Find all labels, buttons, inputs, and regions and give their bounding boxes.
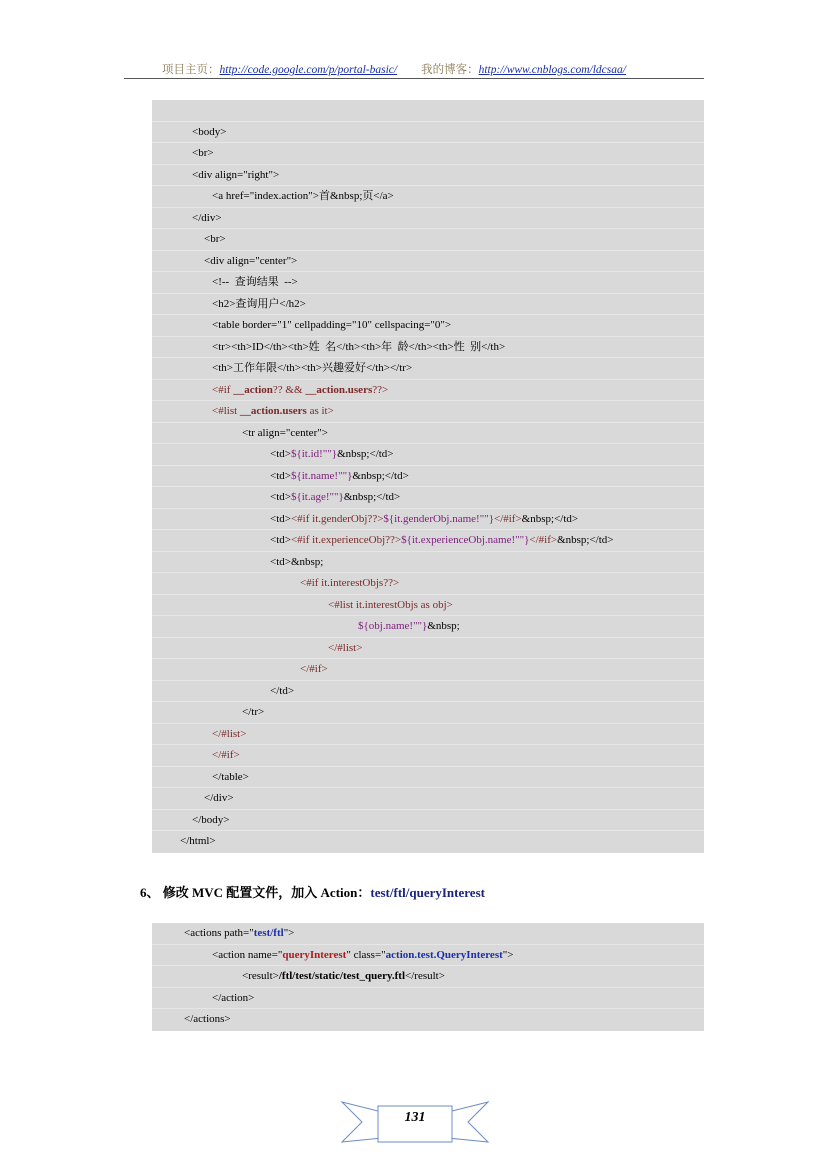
code-line: <!-- 查询结果 --> bbox=[152, 272, 704, 294]
code-line: <td>${it.age!""}&nbsp;</td> bbox=[152, 487, 704, 509]
code-line: </actions> bbox=[184, 1013, 231, 1025]
code-line bbox=[152, 100, 704, 122]
code-line: <table border="1" cellpadding="10" cellspacing="0"> bbox=[152, 315, 704, 337]
code-line: <body> bbox=[152, 122, 704, 144]
code-line: <h2>查询用户</h2> bbox=[152, 294, 704, 316]
code-line: <#if __action?? && __action.users??> bbox=[152, 380, 704, 402]
code-line: <br> bbox=[152, 229, 704, 251]
code-line: </tr> bbox=[152, 702, 704, 724]
code-line: <td>&nbsp; bbox=[152, 552, 704, 574]
section-heading-prefix: 6、 修改 MVC 配置文件，加入 Action： bbox=[140, 885, 371, 900]
section-heading bbox=[140, 882, 485, 901]
code-line: <td>${it.id!""}&nbsp;</td> bbox=[152, 444, 704, 466]
blog-link[interactable]: http://www.cnblogs.com/ldcsaa/ bbox=[478, 64, 626, 76]
code-line: </#if> bbox=[152, 745, 704, 767]
config-code-block bbox=[152, 923, 704, 1031]
code-line: <result>/ftl/test/static/test_query.ftl</result> bbox=[152, 966, 704, 988]
code-line: <a href="index.action">首&nbsp;页</a> bbox=[152, 186, 704, 208]
code-line: ${obj.name!""}&nbsp; bbox=[152, 616, 704, 638]
code-line: </div> bbox=[152, 208, 704, 230]
code-line: <td>${it.name!""}&nbsp;</td> bbox=[152, 466, 704, 488]
code-block-template bbox=[152, 100, 704, 853]
code-line: <#list __action.users as it> bbox=[152, 401, 704, 423]
code-line: <td><#if it.genderObj??>${it.genderObj.name!""}</#if>&nbsp;</td> bbox=[152, 509, 704, 531]
code-line: <div align="center"> bbox=[152, 251, 704, 273]
code-line: </table> bbox=[152, 767, 704, 789]
code-line: <br> bbox=[152, 143, 704, 165]
code-line: </action> bbox=[152, 988, 704, 1010]
code-line: <div align="right"> bbox=[152, 165, 704, 187]
page-number-banner bbox=[340, 1098, 490, 1148]
page-number: 131 bbox=[404, 1110, 426, 1125]
code-line: <#if it.interestObjs??> bbox=[152, 573, 704, 595]
section-heading-path: test/ftl/queryInterest bbox=[370, 885, 485, 900]
home-link[interactable]: http://code.google.com/p/portal-basic/ bbox=[219, 64, 398, 76]
code-line: </#list> bbox=[152, 724, 704, 746]
page-header bbox=[124, 58, 704, 79]
code-line: </td> bbox=[152, 681, 704, 703]
home-label: 项目主页： bbox=[162, 64, 220, 76]
code-line: </body> bbox=[152, 810, 704, 832]
code-line: <td><#if it.experienceObj??>${it.experienceObj.name!""}</#if>&nbsp;</td> bbox=[152, 530, 704, 552]
code-line: <th>工作年限</th><th>兴趣爱好</th></tr> bbox=[152, 358, 704, 380]
code-line: <actions path="test/ftl"> bbox=[152, 923, 704, 945]
code-line: </#if> bbox=[152, 659, 704, 681]
code-line: <#list it.interestObjs as obj> bbox=[152, 595, 704, 617]
code-line: </div> bbox=[152, 788, 704, 810]
code-line: <tr><th>ID</th><th>姓 名</th><th>年 龄</th><th>性 别</th> bbox=[152, 337, 704, 359]
code-line: <tr align="center"> bbox=[152, 423, 704, 445]
blog-label: 我的博客： bbox=[421, 64, 479, 76]
code-line: </html> bbox=[180, 835, 216, 847]
code-line: <action name="queryInterest" class="action.test.QueryInterest"> bbox=[152, 945, 704, 967]
code-line: </#list> bbox=[152, 638, 704, 660]
